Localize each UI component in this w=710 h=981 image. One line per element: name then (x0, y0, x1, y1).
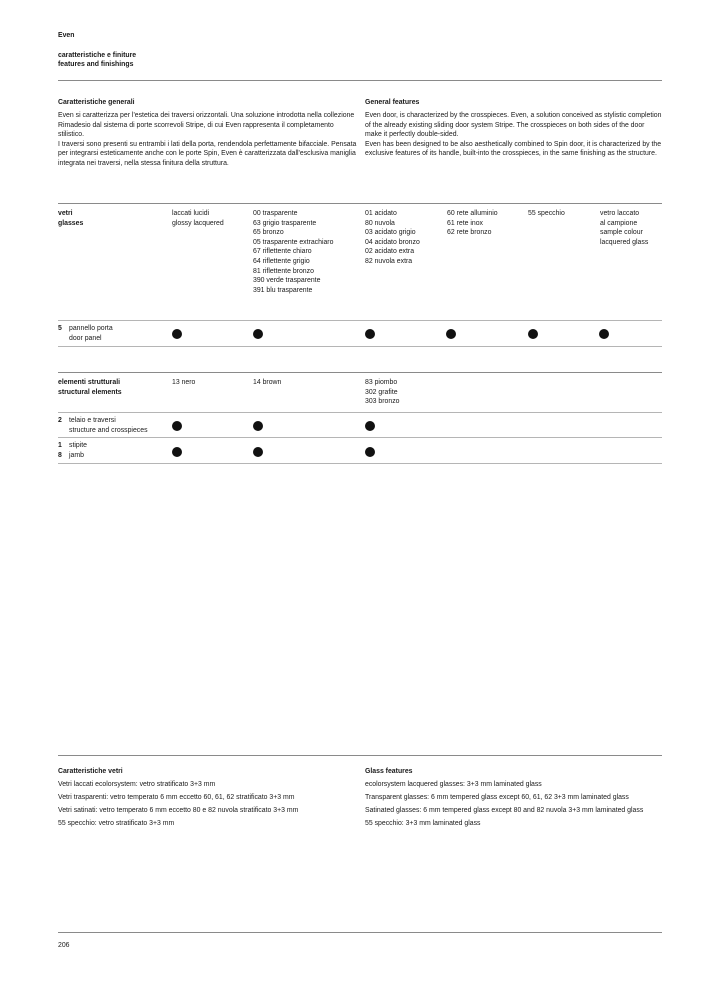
product-title: Even (58, 32, 75, 39)
finish-column: 83 piombo 302 grafite 303 bronzo (365, 379, 400, 406)
page-number: 206 (58, 942, 70, 949)
glasses-label-it: vetri (58, 210, 73, 217)
glass-feature-line: 55 specchio: vetro stratificato 3+3 mm (58, 820, 175, 827)
glass-features-title-it: Caratteristiche vetri (58, 768, 123, 775)
glass-column: laccati lucidi glossy lacquered (172, 210, 224, 227)
row-label-it: stipite (69, 442, 88, 449)
glass-feature-line: Vetri trasparenti: vetro temperato 6 mm eccetto 60, 61, 62 stratificato 3+3 mm (58, 794, 295, 801)
availability-dot (172, 329, 182, 339)
divider (58, 755, 662, 756)
glass-feature-line: Satinated glasses: 6 mm tempered glass except 80 and 82 nuvola 3+3 mm laminated glass (365, 807, 644, 814)
general-title-it: Caratteristiche generali (58, 99, 135, 106)
availability-dot (446, 329, 456, 339)
row-number: 8 (58, 452, 62, 459)
availability-dot (172, 421, 182, 431)
finish-column: 14 brown (253, 379, 282, 386)
glass-column: 55 specchio (528, 210, 565, 217)
availability-dot (528, 329, 538, 339)
glasses-label-en: glasses (58, 220, 84, 227)
finish-column: 13 nero (172, 379, 196, 386)
divider (58, 320, 662, 321)
row-number: 5 (58, 325, 62, 332)
availability-dot (599, 329, 609, 339)
divider (58, 932, 662, 933)
row-label-en: structure and crosspieces (69, 427, 148, 434)
glass-feature-line: Vetri laccati ecolorsystem: vetro stratificato 3+3 mm (58, 781, 216, 788)
glass-column: vetro laccato al campione sample colour lacquered glass (600, 210, 649, 246)
section-title-en: features and finishings (58, 61, 134, 68)
row-label-it: telaio e traversi (69, 417, 116, 424)
glass-feature-line: Vetri satinati: vetro temperato 6 mm eccetto 80 e 82 nuvola stratificato 3+3 mm (58, 807, 299, 814)
glass-feature-line: ecolorsystem lacquered glasses: 3+3 mm laminated glass (365, 781, 542, 788)
glass-features-title-en: Glass features (365, 768, 413, 775)
availability-dot (172, 447, 182, 457)
glass-feature-line: 55 specchio: 3+3 mm laminated glass (365, 820, 481, 827)
row-number: 1 (58, 442, 62, 449)
row-number: 2 (58, 417, 62, 424)
glass-column: 01 acidato 80 nuvola 03 acidato grigio 04 acidato bronzo 02 acidato extra 82 nuvola extra (365, 210, 420, 265)
structural-label-it: elementi strutturali (58, 379, 121, 386)
divider (58, 203, 662, 204)
general-title-en: General features (365, 99, 420, 106)
glass-feature-line: Transparent glasses: 6 mm tempered glass except 60, 61, 62 3+3 mm laminated glass (365, 794, 629, 801)
glass-column: 00 trasparente 63 grigio trasparente 65 bronzo 05 trasparente extrachiaro 67 riflettente chiaro 64 riflettente grigio 81 riflettente bronzo 390 verde trasparente 391 blu trasparente (253, 210, 334, 294)
availability-dot (253, 329, 263, 339)
row-label-it: pannello porta (69, 325, 113, 332)
structural-label-en: structural elements (58, 389, 122, 396)
divider (58, 346, 662, 347)
divider (58, 372, 662, 373)
availability-dot (365, 329, 375, 339)
divider (58, 412, 662, 413)
general-text-it: Even si caratterizza per l'estetica dei traversi orizzontali. Una soluzione introdotta nella collezione Rimadesio dal sistema di porte scorrevoli Stripe, di cui Even rappresenta il completamento stilistico. I traversi sono presenti su entrambi i lati della porta, rendendola perfettamente bifacciale. Pensata per integrarsi esteticamente anche con le porte Spin, Even è caratterizzata dall'esclusiva maniglia integrata nei traversi, nella stessa finitura della struttura. (58, 112, 357, 167)
row-label-en: jamb (69, 452, 84, 459)
glass-column: 60 rete alluminio 61 rete inox 62 rete bronzo (447, 210, 498, 237)
availability-dot (365, 421, 375, 431)
divider (58, 437, 662, 438)
row-label-en: door panel (69, 335, 102, 342)
availability-dot (253, 447, 263, 457)
section-title-it: caratteristiche e finiture (58, 52, 137, 59)
divider (58, 80, 662, 81)
general-text-en: Even door, is characterized by the crosspieces. Even, a solution conceived as stylistic completion of the already existing sliding door system Stripe. The crosspieces on both sides of the door make it perfectly double-sided. Even has been designed to be also aesthetically combined to Spin door, it is characterized by the exclusive features of its handle, built-into the crosspieces, in the same finishing as the structure. (365, 112, 662, 158)
availability-dot (253, 421, 263, 431)
availability-dot (365, 447, 375, 457)
divider (58, 463, 662, 464)
